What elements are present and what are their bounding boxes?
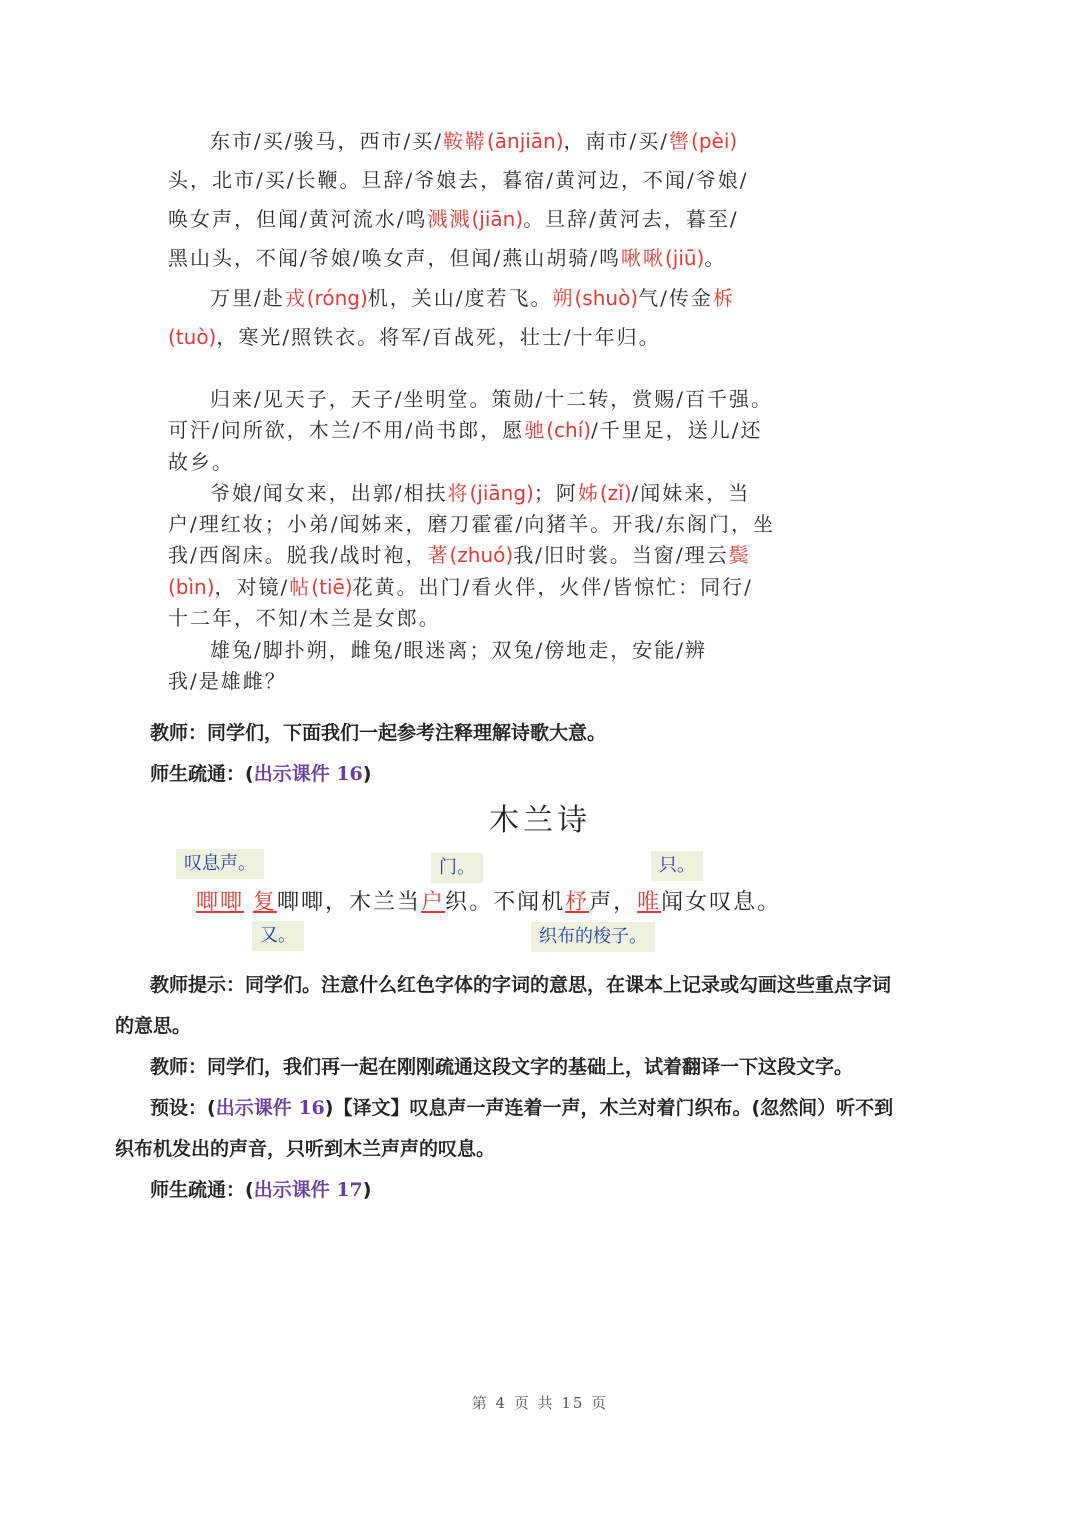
note-suozi: 织布的梭子。 xyxy=(531,922,655,952)
preset-line-cont: 织布机发出的声音，只听到木兰声声的叹息。 xyxy=(115,1138,496,1160)
poem-line: 归来/见天子，天子/坐明堂。策勋/十二转，赏赐/百千强。 xyxy=(210,387,773,411)
dialog-line-2: 师生疏通：(出示课件 17) xyxy=(150,1179,372,1201)
poem-line: 爷娘/闻女来，出郭/相扶将(jiāng)；阿姊(zǐ)/闻妹来，当 xyxy=(210,481,751,505)
poem-line: (tuò)，寒光/照铁衣。将军/百战死，壮士/十年归。 xyxy=(168,325,661,349)
teacher-hint-cont: 的意思。 xyxy=(115,1015,192,1037)
poem-line: 十二年，不知/木兰是女郎。 xyxy=(168,606,441,630)
preset-line: 预设：(出示课件 16)【译文】叹息声一声连着一声，木兰对着门织布。(忽然间）听不到 xyxy=(150,1097,894,1119)
page-number: 第 4 页 共 15 页 xyxy=(471,1394,609,1412)
teacher-instruction-2: 教师：同学们，我们再一起在刚刚疏通这段文字的基础上，试着翻译一下这段文字。 xyxy=(150,1056,854,1078)
dialog-line: 师生疏通：(出示课件 16) xyxy=(150,763,372,785)
teacher-hint: 教师提示：同学们。注意什么红色字体的字词的意思，在课本上记录或勾画这些重点字词 xyxy=(150,974,892,996)
poem-line: 唤女声，但闻/黄河流水/鸣溅溅(jiān)。旦辞/黄河去，暮至/ xyxy=(168,207,739,231)
poem-line: 我/西阁床。脱我/战时袍，著(zhuó)我/旧时裳。当窗/理云鬓 xyxy=(168,543,751,567)
note-men: 门。 xyxy=(431,853,483,883)
poem-line: 东市/买/骏马，西市/买/鞍鞯(ānjiān)，南市/买/辔(pèi) xyxy=(210,129,738,153)
poem-line: (bìn)，对镜/帖(tiē)花黄。出门/看火伴，火伴/皆惊忙：同行/ xyxy=(168,575,753,599)
annotated-sentence: 唧唧 复唧唧，木兰当户织。不闻机杼声，唯闻女叹息。 xyxy=(196,890,782,915)
teacher-instruction: 教师：同学们，下面我们一起参考注释理解诗歌大意。 xyxy=(150,722,607,744)
poem-line: 雄兔/脚扑朔，雌兔/眼迷离；双兔/傍地走，安能/辨 xyxy=(210,638,707,662)
note-tanxi: 叹息声。 xyxy=(176,849,264,879)
poem-line: 头，北市/买/长鞭。旦辞/爷娘去，暮宿/黄河边，不闻/爷娘/ xyxy=(168,168,749,192)
poem-line: 户/理红妆；小弟/闻姊来，磨刀霍霍/向猪羊。开我/东阁门，坐 xyxy=(168,512,775,536)
note-zhi: 只。 xyxy=(651,851,703,881)
note-you: 又。 xyxy=(252,921,304,951)
poem-title: 木兰诗 xyxy=(489,803,591,838)
poem-line: 我/是雄雌？ xyxy=(168,669,287,693)
poem-line: 万里/赴戎(róng)机，关山/度若飞。朔(shuò)气/传金柝 xyxy=(210,286,735,310)
poem-line: 黑山头，不闻/爷娘/唤女声，但闻/燕山胡骑/鸣啾啾(jiū)。 xyxy=(168,246,727,270)
poem-line: 可汗/问所欲，木兰/不用/尚书郎，愿驰(chí)/千里足，送儿/还 xyxy=(168,418,763,442)
poem-line: 故乡。 xyxy=(168,450,234,474)
